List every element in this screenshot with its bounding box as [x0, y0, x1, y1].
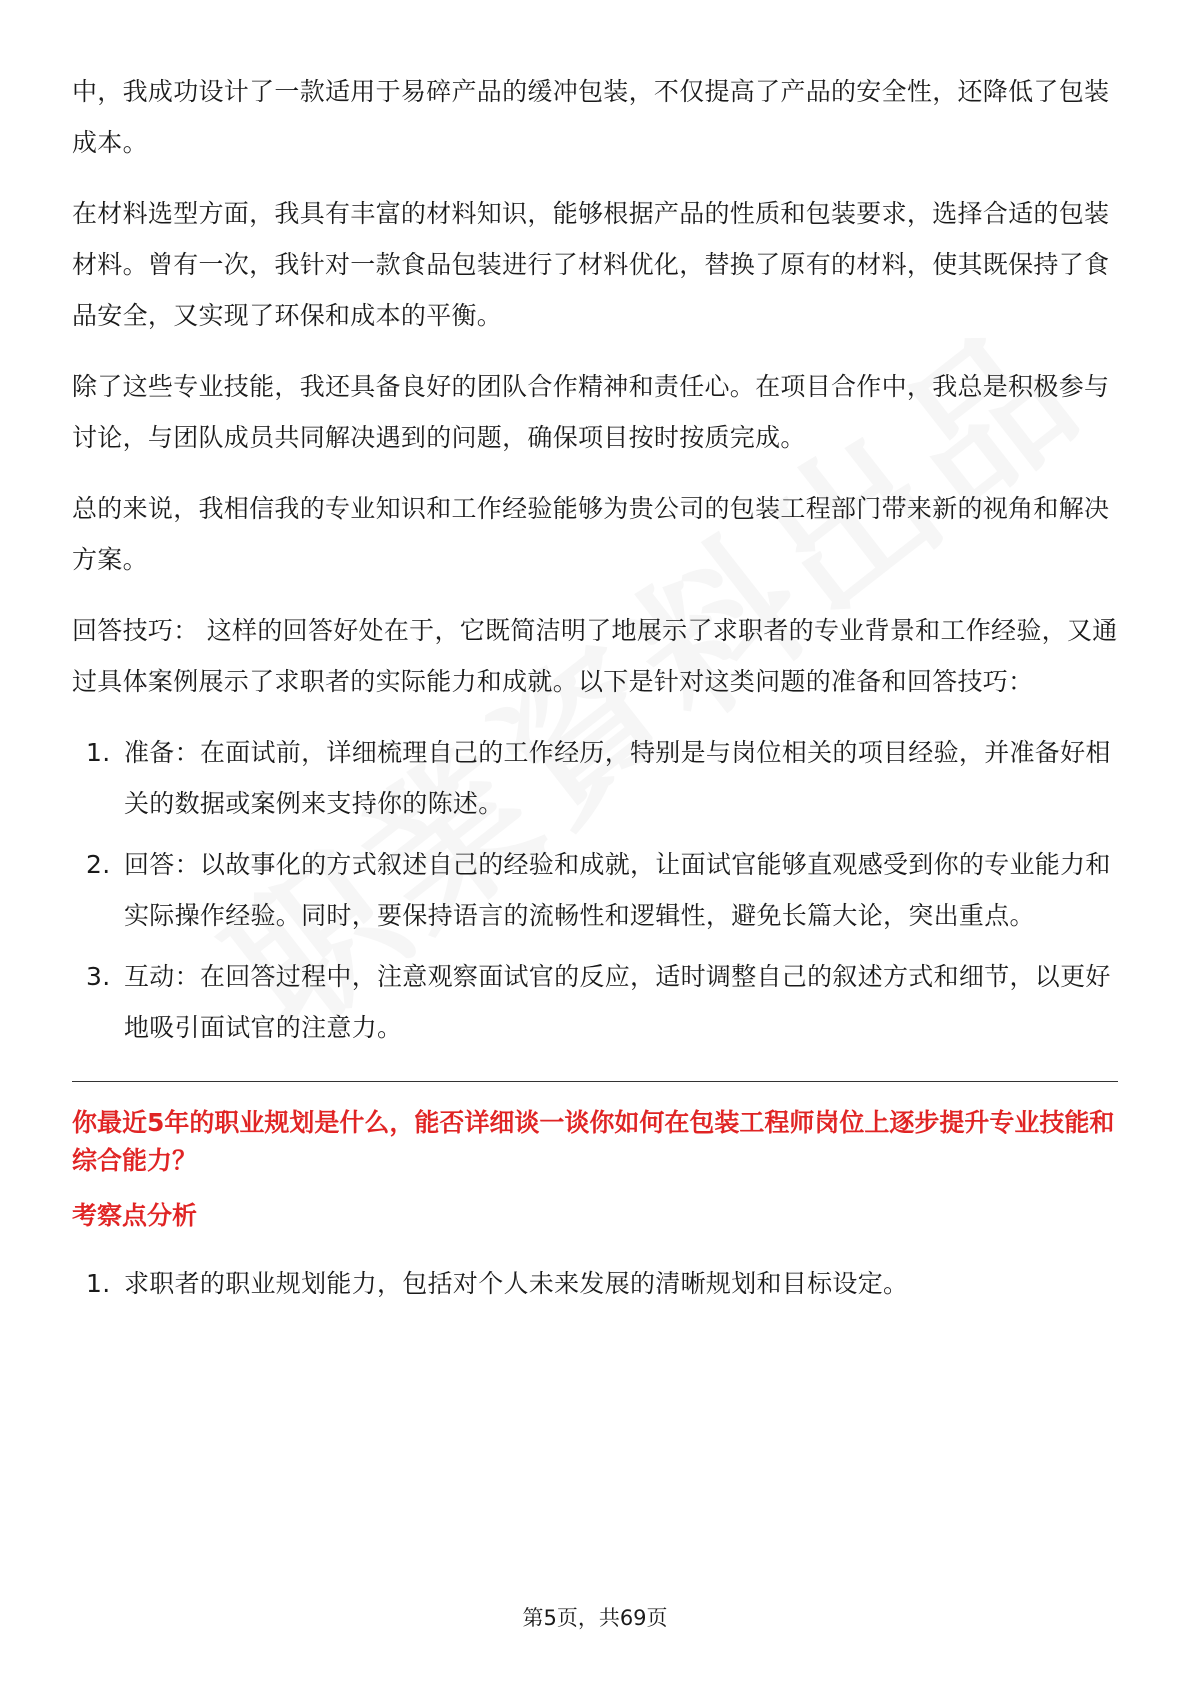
list-item: [72, 727, 1118, 829]
paragraph-1: 中，我成功设计了一款适用于易碎产品的缓冲包装，不仅提高了产品的安全性，还降低了包装成本。: [72, 77, 1110, 157]
list-item-text: 准备：在面试前，详细梳理自己的工作经历，特别是与岗位相关的项目经验，并准备好相关的数据或案例来支持你的陈述。: [124, 738, 1111, 818]
paragraph-3: 除了这些专业技能，我还具备良好的团队合作精神和责任心。在项目合作中，我总是积极参与讨论，与团队成员共同解决遇到的问题，确保项目按时按质完成。: [72, 372, 1110, 452]
paragraph-4: 总的来说，我相信我的专业知识和工作经验能够为贵公司的包装工程部门带来新的视角和解决方案。: [72, 494, 1110, 574]
list-item-number: 2.: [86, 850, 111, 879]
analysis-list: [72, 1258, 1118, 1309]
paragraph-5: 回答技巧： 这样的回答好处在于，它既简洁明了地展示了求职者的专业背景和工作经验，又通过具体案例展示了求职者的实际能力和成就。以下是针对这类问题的准备和回答技巧：: [72, 616, 1118, 696]
paragraph-2: 在材料选型方面，我具有丰富的材料知识，能够根据产品的性质和包装要求，选择合适的包装材料。曾有一次，我针对一款食品包装进行了材料优化，替换了原有的材料，使其既保持了食品安全，又实现了环保和成本的平衡。: [72, 199, 1110, 330]
list-item-number: 1.: [86, 738, 111, 767]
divider: [72, 1081, 1118, 1082]
analysis-title: 考察点分析: [72, 1201, 198, 1230]
document-page: [72, 66, 1118, 1319]
list-item-text: 互动：在回答过程中，注意观察面试官的反应，适时调整自己的叙述方式和细节，以更好地吸引面试官的注意力。: [124, 962, 1111, 1042]
list-item-number: 3.: [86, 962, 111, 991]
list-item: [72, 839, 1118, 941]
question-heading: 你最近5年的职业规划是什么，能否详细谈一谈你如何在包装工程师岗位上逐步提升专业技能和综合能力？: [72, 1108, 1115, 1175]
list-item-number: 1.: [86, 1269, 111, 1298]
list-item: [72, 1258, 1118, 1309]
list-item-text: 求职者的职业规划能力，包括对个人未来发展的清晰规划和目标设定。: [124, 1269, 909, 1298]
list-item: [72, 951, 1118, 1053]
page-footer: 第5页，共69页: [522, 1606, 668, 1630]
tips-list: [72, 727, 1118, 1053]
list-item-text: 回答：以故事化的方式叙述自己的经验和成就，让面试官能够直观感受到你的专业能力和实际操作经验。同时，要保持语言的流畅性和逻辑性，避免长篇大论，突出重点。: [124, 850, 1111, 930]
